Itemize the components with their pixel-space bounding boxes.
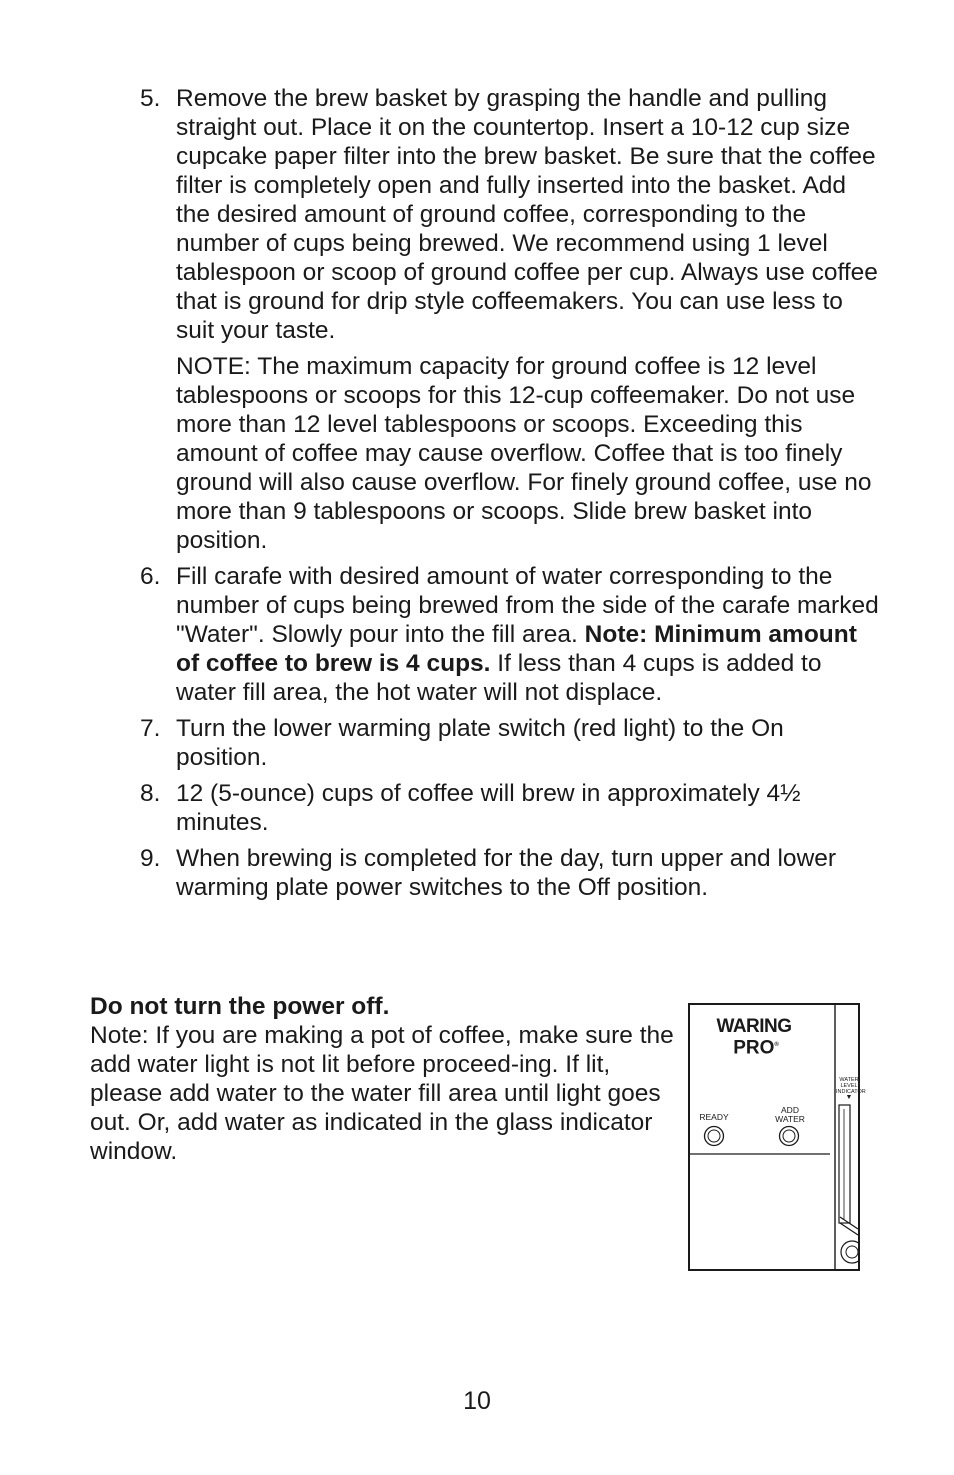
step-number: 5. [140, 85, 161, 112]
step-number: 8. [140, 780, 161, 807]
step-body [176, 779, 880, 837]
ready-label: READY [699, 1112, 729, 1122]
step-9 [140, 844, 880, 902]
step-body [176, 844, 880, 902]
step-5-note: NOTE: The maximum capacity for ground coffee is 12 level tablespoons or scoops for this 12-cup coffeemaker. Do not use more than 12 level tablespoons or scoops. Exceeding this amount of coffee may cause overflow. Coffee that is too finely ground will also cause overflow. For finely ground coffee, use no more than 9 tablespoons or scoops. Slide brew basket into position. [176, 353, 872, 554]
step-number: 6. [140, 563, 161, 590]
step-8-text: 12 (5-ounce) cups of coffee will brew in approximately 4½ minutes. [176, 780, 801, 836]
step-number: 9. [140, 845, 161, 872]
step-5-text: Remove the brew basket by grasping the handle and pulling straight out. Place it on the countertop. Insert a 10-12 cup size cupcake paper filter into the brew basket. Be sure that the coffee filter is completely open and fully inserted into the basket. Add the desired amount of ground coffee, corresponding to the number of cups being brewed. We recommend using 1 level tablespoon or scoop of ground coffee per cup. Always use coffee that is ground for drip style coffeemakers. You can use less to suit your taste. [176, 85, 878, 344]
ready-light-icon [705, 1127, 724, 1146]
step-6 [140, 562, 880, 707]
control-panel-illustration [688, 1003, 866, 1271]
waring-logo-text: WARING [716, 1016, 792, 1037]
step-9-text: When brewing is completed for the day, turn upper and lower warming plate power switches to the Off position. [176, 845, 837, 901]
power-heading: Do not turn the power off. [90, 993, 390, 1020]
water-level-window-icon [839, 1105, 858, 1263]
step-6-text-after: If less than 4 cups is added to water fill area, the hot water will not displace. [176, 650, 822, 706]
power-section [90, 992, 675, 1166]
step-6-bold-note: Note: Minimum amount of coffee to brew is 4 cups. [176, 621, 857, 677]
page-number: 10 [463, 1387, 491, 1415]
step-6-text [176, 562, 880, 707]
step-body [176, 84, 880, 555]
add-water-label: ADD WATER [775, 1105, 805, 1124]
power-note: Note: If you are making a pot of coffee, make sure the add water light is not lit before proceed-ing. If lit, please add water to the water fill area until light goes out. Or, add water as indicated in the glass indicator window. [90, 1022, 674, 1165]
step-8 [140, 779, 880, 837]
step-body [176, 562, 880, 707]
step-7-text: Turn the lower warming plate switch (red light) to the On position. [176, 715, 784, 771]
instruction-steps [140, 84, 880, 909]
step-7 [140, 714, 880, 772]
step-number: 7. [140, 715, 161, 742]
water-level-label: WATER LEVEL INDICATOR ▼ [836, 1077, 866, 1101]
step-6-text-before: Fill carafe with desired amount of water corresponding to the number of cups being brewed from the side of the carafe marked "Water". Slowly pour into the fill area. [176, 563, 879, 648]
arrow-down-icon: ▼ [845, 1094, 853, 1101]
step-body [176, 714, 880, 772]
step-5 [140, 84, 880, 555]
add-water-light-icon [780, 1127, 799, 1146]
pro-logo-text: PRO® [733, 1037, 779, 1059]
